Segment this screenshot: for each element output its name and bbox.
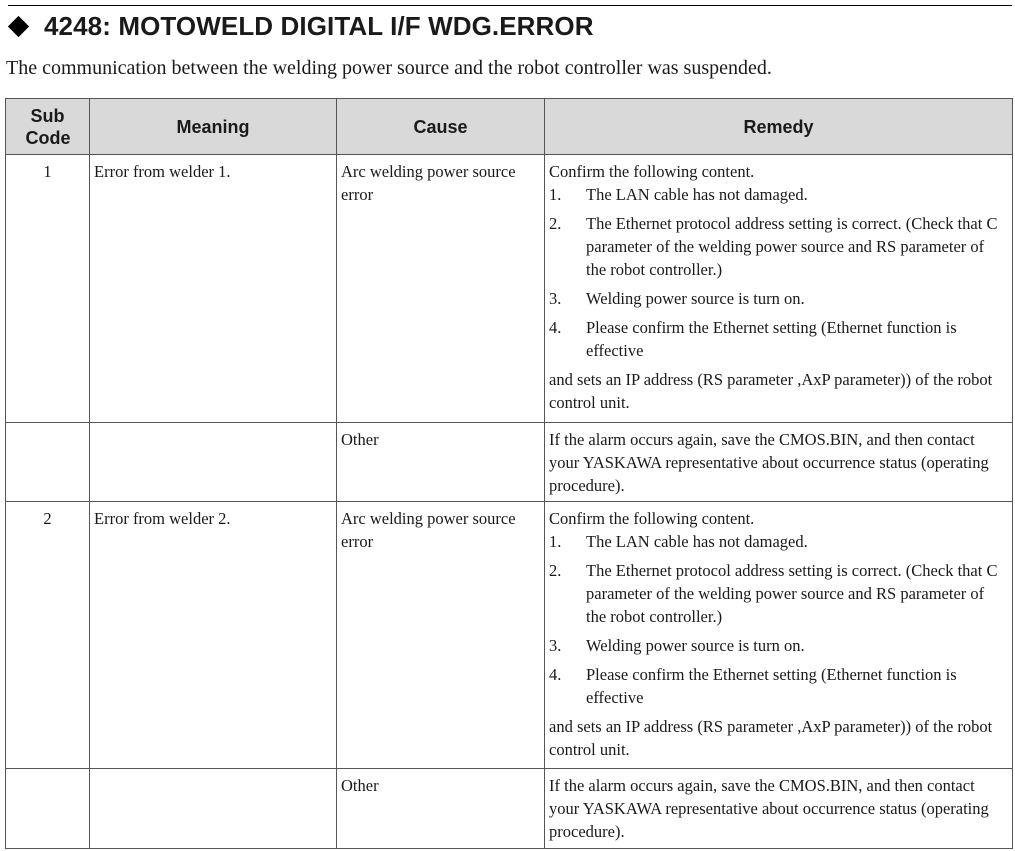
meaning-cell (90, 769, 337, 849)
table-header-row (6, 99, 1013, 155)
list-item: 4. Please confirm the Ethernet setting (Ethernet function is effective (549, 665, 957, 707)
header-cause: Cause (337, 99, 545, 155)
remedy-intro: Confirm the following content. (549, 509, 755, 528)
list-item: 2. The Ethernet protocol address setting is correct. (Check that C parameter of the welding power source and RS parameter of the robot controller.) (549, 214, 998, 279)
header-meaning: Meaning (90, 99, 337, 155)
list-item: 1. The LAN cable has not damaged. (549, 185, 808, 204)
remedy-cell (545, 502, 1013, 769)
list-item: 3. Welding power source is turn on. (549, 636, 805, 655)
remedy-cell: If the alarm occurs again, save the CMOS.BIN, and then contact your YASKAWA representative about occurrence status (operating procedure). (545, 769, 1013, 849)
cause-cell: Other (337, 423, 545, 502)
alarm-description: The communication between the welding power source and the robot controller was suspended. (6, 57, 772, 79)
remedy-outro: and sets an IP address (RS parameter ,AxP parameter)) of the robot control unit. (549, 370, 993, 412)
subcode-cell (6, 769, 90, 849)
meaning-cell (90, 423, 337, 502)
diamond-bullet-icon (8, 15, 29, 36)
list-item: 1. The LAN cable has not damaged. (549, 532, 808, 551)
remedy-cell: If the alarm occurs again, save the CMOS.BIN, and then contact your YASKAWA representative about occurrence status (operating procedure). (545, 423, 1013, 502)
alarm-heading (6, 8, 594, 44)
subcode-cell (6, 423, 90, 502)
remedy-intro: Confirm the following content. (549, 162, 755, 181)
table-row (6, 502, 1013, 769)
remedy-cell (545, 155, 1013, 423)
list-item: 3. Welding power source is turn on. (549, 289, 805, 308)
list-item: 4. Please confirm the Ethernet setting (Ethernet function is effective (549, 318, 957, 360)
subcode-cell: 2 (6, 502, 90, 769)
table-row (6, 423, 1013, 502)
cause-cell: Other (337, 769, 545, 849)
remedy-steps (549, 183, 1008, 362)
alarm-title: 4248: MOTOWELD DIGITAL I/F WDG.ERROR (44, 10, 594, 41)
alarm-table (5, 98, 1013, 849)
meaning-cell: Error from welder 2. (90, 502, 337, 769)
cause-cell: Arc welding power source error (337, 155, 545, 423)
header-subcode: Sub Code (6, 99, 90, 155)
subcode-cell: 1 (6, 155, 90, 423)
table-row (6, 769, 1013, 849)
table-row (6, 155, 1013, 423)
cause-cell: Arc welding power source error (337, 502, 545, 769)
remedy-steps (549, 530, 1008, 709)
remedy-outro: and sets an IP address (RS parameter ,AxP parameter)) of the robot control unit. (549, 717, 993, 759)
meaning-cell: Error from welder 1. (90, 155, 337, 423)
header-remedy: Remedy (545, 99, 1013, 155)
top-rule (8, 5, 1012, 6)
list-item: 2. The Ethernet protocol address setting is correct. (Check that C parameter of the welding power source and RS parameter of the robot controller.) (549, 561, 998, 626)
